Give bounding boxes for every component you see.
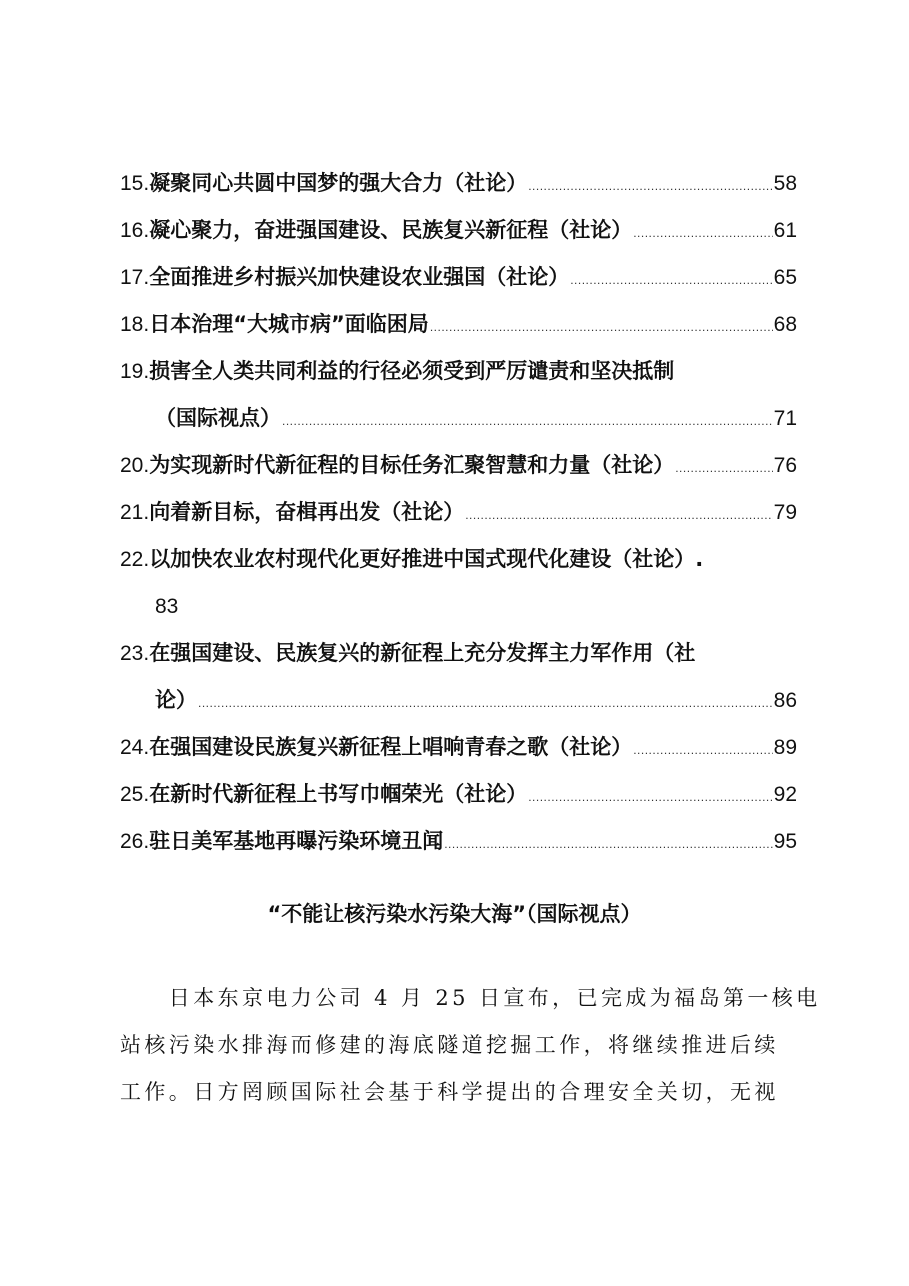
toc-entry[interactable] [120,583,797,630]
toc-entry[interactable] [120,348,797,395]
toc-entry-number: 22. [120,548,150,571]
toc-leader-dots [633,210,772,257]
table-of-contents [120,160,797,865]
toc-leader-dots [430,304,773,351]
toc-entry-number: 20. [120,454,150,477]
toc-entry-number: 18. [120,313,150,336]
toc-page-number: 61 [773,219,797,242]
body-line: 日本东京电力公司 4 月 25 日宣布，已完成为福岛第一核电 [120,986,821,1010]
toc-entry[interactable] [120,771,797,818]
toc-entry-number: 19. [120,360,150,383]
toc-page-number: 79 [773,501,797,524]
toc-entry[interactable] [120,724,797,771]
toc-entry-title: 凝聚同心共圆中国梦的强大合力（社论） [149,171,528,195]
toc-entry-title: 在新时代新征程上书写巾帼荣光（社论） [149,782,528,806]
toc-entry[interactable] [120,442,797,489]
toc-entry[interactable] [120,254,797,301]
toc-leader-dots [198,680,773,727]
toc-entry[interactable] [120,489,797,536]
toc-leader-dots [444,821,772,868]
toc-entry[interactable] [120,818,797,865]
toc-entry[interactable] [120,677,797,724]
toc-entry-title: 日本治理“大城市病”面临困局 [149,312,429,336]
toc-leader-dots [528,163,772,210]
article-body [120,975,821,1116]
toc-leader-dots [528,774,772,821]
toc-page-number: 76 [773,454,797,477]
toc-entry-title: 在强国建设、民族复兴的新征程上充分发挥主力军作用（社 [149,641,696,665]
toc-page-number: 68 [773,313,797,336]
toc-page-number: 65 [773,266,797,289]
toc-entry-number: 26. [120,830,150,853]
toc-page-number: 83 [155,595,179,618]
toc-page-number: 58 [773,172,797,195]
toc-entry-title: 在强国建设民族复兴新征程上唱响青春之歌（社论） [149,735,633,759]
body-line: 站核污染水排海而修建的海底隧道挖掘工作，将继续推进后续 [120,1033,779,1057]
toc-entry[interactable] [120,395,797,442]
article-heading: “不能让核污染水污染大海”（国际视点） [267,902,642,926]
toc-leader-dots [282,398,773,445]
toc-leader-dots [633,727,772,774]
toc-entry-number: 16. [120,219,150,242]
toc-page-number: 89 [773,736,797,759]
toc-entry-title: 向着新目标，奋楫再出发（社论） [149,500,465,524]
toc-entry-title: 以加快农业农村现代化更好推进中国式现代化建设（社论）. [149,547,704,571]
toc-entry[interactable] [120,630,797,677]
toc-entry[interactable] [120,536,797,583]
toc-leader-dots [675,445,772,492]
toc-entry-number: 17. [120,266,150,289]
toc-entry-title: 损害全人类共同利益的行径必须受到严厉谴责和坚决抵制 [149,359,675,383]
toc-entry-number: 24. [120,736,150,759]
toc-entry-number: 25. [120,783,150,806]
toc-page-number: 95 [773,830,797,853]
toc-leader-dots [570,257,772,304]
toc-entry-title: 驻日美军基地再曝污染环境丑闻 [149,829,444,853]
toc-entry-number: 23. [120,642,150,665]
toc-entry-title: （国际视点） [155,406,281,430]
toc-entry[interactable] [120,301,797,348]
toc-entry-title: 凝心聚力，奋进强国建设、民族复兴新征程（社论） [149,218,633,242]
toc-entry-number: 15. [120,172,150,195]
toc-entry-number: 21. [120,501,150,524]
toc-entry[interactable] [120,160,797,207]
body-line: 工作。日方罔顾国际社会基于科学提出的合理安全关切，无视 [120,1080,779,1104]
toc-entry-title: 为实现新时代新征程的目标任务汇聚智慧和力量（社论） [149,453,675,477]
toc-entry-title: 全面推进乡村振兴加快建设农业强国（社论） [149,265,570,289]
toc-page-number: 92 [773,783,797,806]
toc-leader-dots [465,492,772,539]
toc-entry-title: 论） [155,688,197,712]
toc-page-number: 71 [773,407,797,430]
toc-page-number: 86 [773,689,797,712]
toc-entry[interactable] [120,207,797,254]
